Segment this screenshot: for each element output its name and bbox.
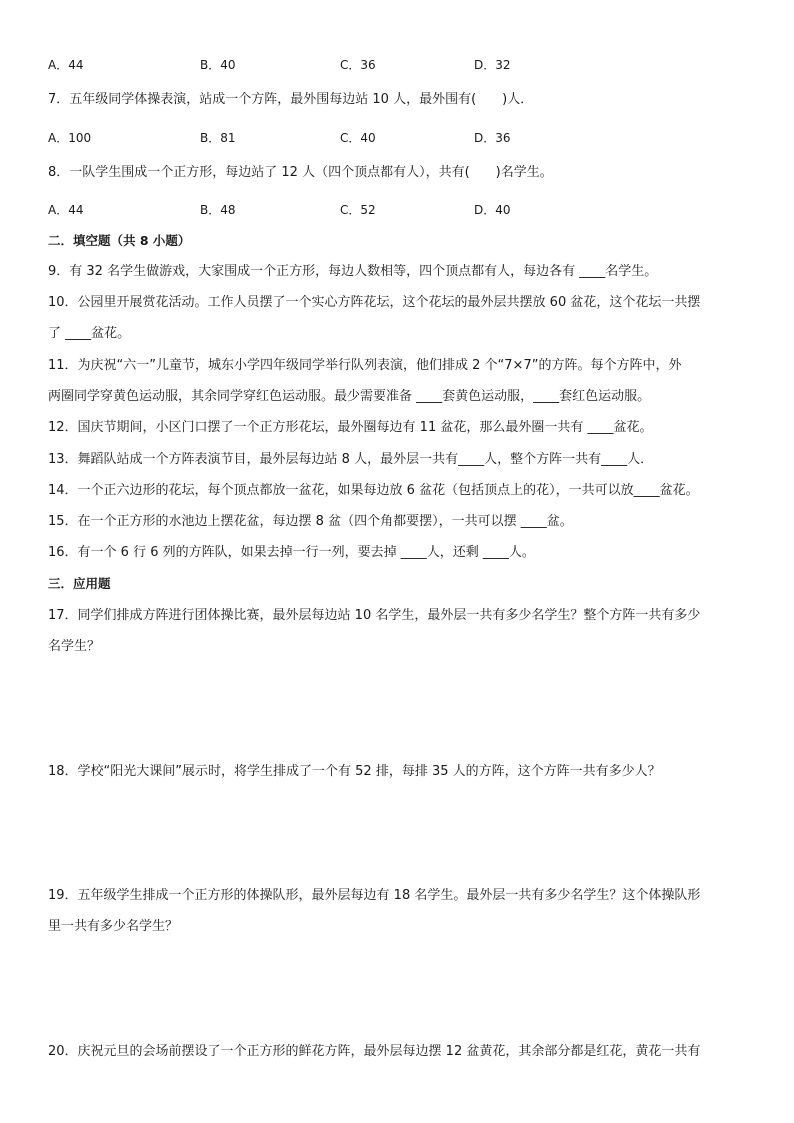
question-13: 13．舞蹈队站成一个方阵表演节目，最外层每边站 8 人，最外层一共有____人，整个方阵一共有____人． — [48, 452, 654, 467]
q8-option-b: B．48 — [200, 203, 236, 217]
question-7: 7．五年级同学体操表演，站成一个方阵，最外围每边站 10 人，最外围有( )人． — [48, 92, 534, 107]
q6-option-c: C．36 — [340, 58, 376, 72]
section-application-heading: 三．应用题 — [48, 576, 111, 591]
q8-option-c: C．52 — [340, 203, 376, 217]
q8-option-d: D．40 — [474, 203, 511, 217]
question-10-line-1: 10．公园里开展赏花活动。工作人员摆了一个实心方阵花坛，这个花坛的最外层共摆放 60 盆花，这个花坛一共摆 — [48, 295, 701, 310]
question-15: 15．在一个正方形的水池边上摆花盆，每边摆 8 盆（四个角都要摆），一共可以摆 ____盆。 — [48, 514, 573, 529]
question-19-line-2: 里一共有多少名学生？ — [48, 919, 179, 934]
question-9: 9．有 32 名学生做游戏，大家围成一个正方形，每边人数相等，四个顶点都有人，每边各有 ____名学生。 — [48, 264, 658, 279]
question-17-line-1: 17．同学们排成方阵进行团体操比赛，最外层每边站 10 名学生，最外层一共有多少名学生？整个方阵一共有多少 — [48, 608, 701, 623]
question-10-line-2: 了 ____盆花。 — [48, 326, 131, 341]
question-11-line-1: 11．为庆祝“六一”儿童节，城东小学四年级同学举行队列表演，他们排成 2 个“7×7”的方阵。每个方阵中，外 — [48, 358, 682, 373]
question-16: 16．有一个 6 行 6 列的方阵队，如果去掉一行一列，要去掉 ____人，还剩 ____人。 — [48, 545, 535, 560]
section-fill-in-heading: 二．填空题（共 8 小题） — [48, 233, 191, 248]
question-11-line-2: 两圈同学穿黄色运动服，其余同学穿红色运动服。最少需要准备 ____套黄色运动服，____套红色运动服。 — [48, 389, 651, 404]
q8-option-a: A．44 — [48, 203, 84, 217]
question-18: 18．学校“阳光大课间”展示时，将学生排成了一个有 52 排，每排 35 人的方阵，这个方阵一共有多少人？ — [48, 764, 661, 779]
question-14: 14．一个正六边形的花坛，每个顶点都放一盆花，如果每边放 6 盆花（包括顶点上的花），一共可以放____盆花。 — [48, 483, 699, 498]
q6-option-a: A．44 — [48, 58, 84, 72]
q7-option-b: B．81 — [200, 131, 236, 145]
q7-option-d: D．36 — [474, 131, 511, 145]
question-8: 8．一队学生围成一个正方形，每边站了 12 人（四个顶点都有人），共有( )名学生。 — [48, 165, 553, 180]
q7-option-a: A．100 — [48, 131, 92, 145]
q6-option-b: B．40 — [200, 58, 236, 72]
q6-option-d: D．32 — [474, 58, 511, 72]
question-20: 20．庆祝元旦的会场前摆设了一个正方形的鲜花方阵，最外层每边摆 12 盆黄花，其余部分都是红花，黄花一共有 — [48, 1044, 701, 1059]
question-17-line-2: 名学生？ — [48, 639, 101, 654]
question-19-line-1: 19．五年级学生排成一个正方形的体操队形，最外层每边有 18 名学生。最外层一共有多少名学生？这个体操队形 — [48, 888, 701, 903]
question-12: 12．国庆节期间，小区门口摆了一个正方形花坛，最外圈每边有 11 盆花，那么最外圈一共有 ____盆花。 — [48, 420, 653, 435]
q7-option-c: C．40 — [340, 131, 376, 145]
